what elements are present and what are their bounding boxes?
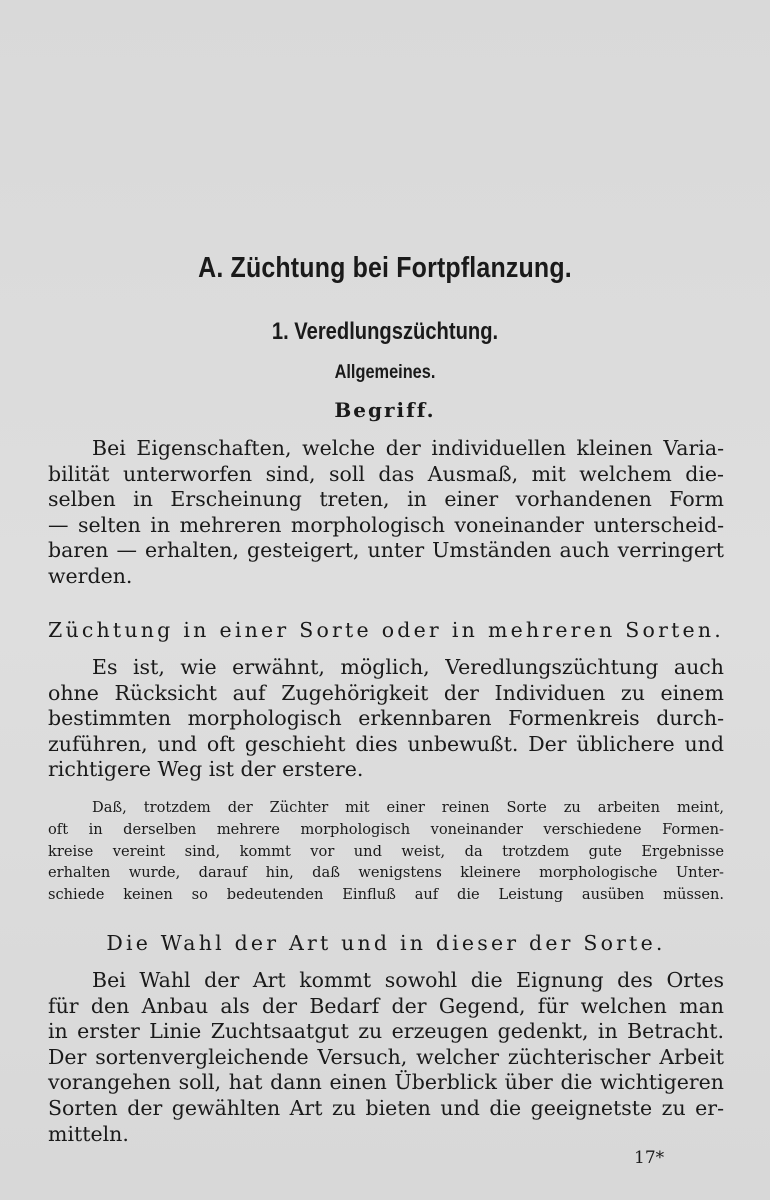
text-line: — selten in mehreren morphologisch voneinander unterscheid- (48, 512, 724, 537)
paragraph-begriff (48, 436, 724, 590)
note-line: oft in derselben mehrere morphologisch voneinander verschiedene Formen- (48, 820, 724, 838)
text-line: ohne Rücksicht auf Zugehörigkeit der Individuen zu einem (48, 680, 724, 705)
sorten-heading: Züchtung in einer Sorte oder in mehreren Sorten. (48, 618, 724, 642)
text-line: selben in Erscheinung treten, in einer vorhandenen Form (48, 487, 724, 512)
text-line: für den Anbau als der Bedarf der Gegend, für welchen man (48, 993, 724, 1018)
text-line: bestimmten morphologisch erkennbaren Formenkreis durch- (48, 706, 724, 731)
text-line: Bei Eigenschaften, welche der individuellen kleinen Varia- (92, 436, 724, 460)
subsection-heading: Allgemeines. (334, 362, 436, 383)
text-line: Sorten der gewählten Art zu bieten und die geeignetste zu er- (48, 1095, 724, 1120)
text-line: richtigere Weg ist der erstere. (48, 757, 364, 782)
topic-heading: Begriff. (334, 398, 436, 422)
text-line: mitteln. (48, 1121, 129, 1146)
note-line: kreise vereint sind, kommt vor und weist, da trotzdem gute Ergebnisse (48, 842, 724, 860)
text-line: baren — erhalten, gesteigert, unter Umständen auch verringert (48, 538, 724, 563)
text-line: Der sortenvergleichende Versuch, welcher züchterischer Arbeit (48, 1044, 724, 1069)
text-line: Bei Wahl der Art kommt sowohl die Eignung des Ortes (92, 968, 724, 992)
footnote-block (48, 797, 724, 906)
text-line: in erster Linie Zuchtsaatgut zu erzeugen gedenkt, in Betracht. (48, 1019, 724, 1044)
note-line: erhalten wurde, darauf hin, daß wenigstens kleinere morphologische Unter- (48, 864, 724, 882)
paragraph-sorten (48, 655, 724, 783)
text-line: werden. (48, 563, 133, 588)
section-heading: 1. Veredlungszüchtung. (271, 318, 499, 345)
text-line: bilität unterworfen sind, soll das Ausmaß, mit welchem die- (48, 461, 724, 486)
note-line: schiede keinen so bedeutenden Einfluß auf die Leistung ausüben müssen. (48, 886, 724, 904)
paragraph-wahl (48, 968, 724, 1147)
wahl-heading: Die Wahl der Art und in dieser der Sorte. (106, 931, 666, 955)
text-line: zuführen, und oft geschieht dies unbewußt. Der üblichere und (48, 731, 724, 756)
note-line: Daß, trotzdem der Züchter mit einer reinen Sorte zu arbeiten meint, (92, 799, 724, 816)
page-number: 17* (634, 1148, 665, 1168)
text-line: Es ist, wie erwähnt, möglich, Veredlungszüchtung auch (92, 655, 724, 679)
main-heading: A. Züchtung bei Fortpflanzung. (198, 252, 572, 284)
text-line: vorangehen soll, hat dann einen Überblick über die wichtigeren (48, 1070, 724, 1095)
